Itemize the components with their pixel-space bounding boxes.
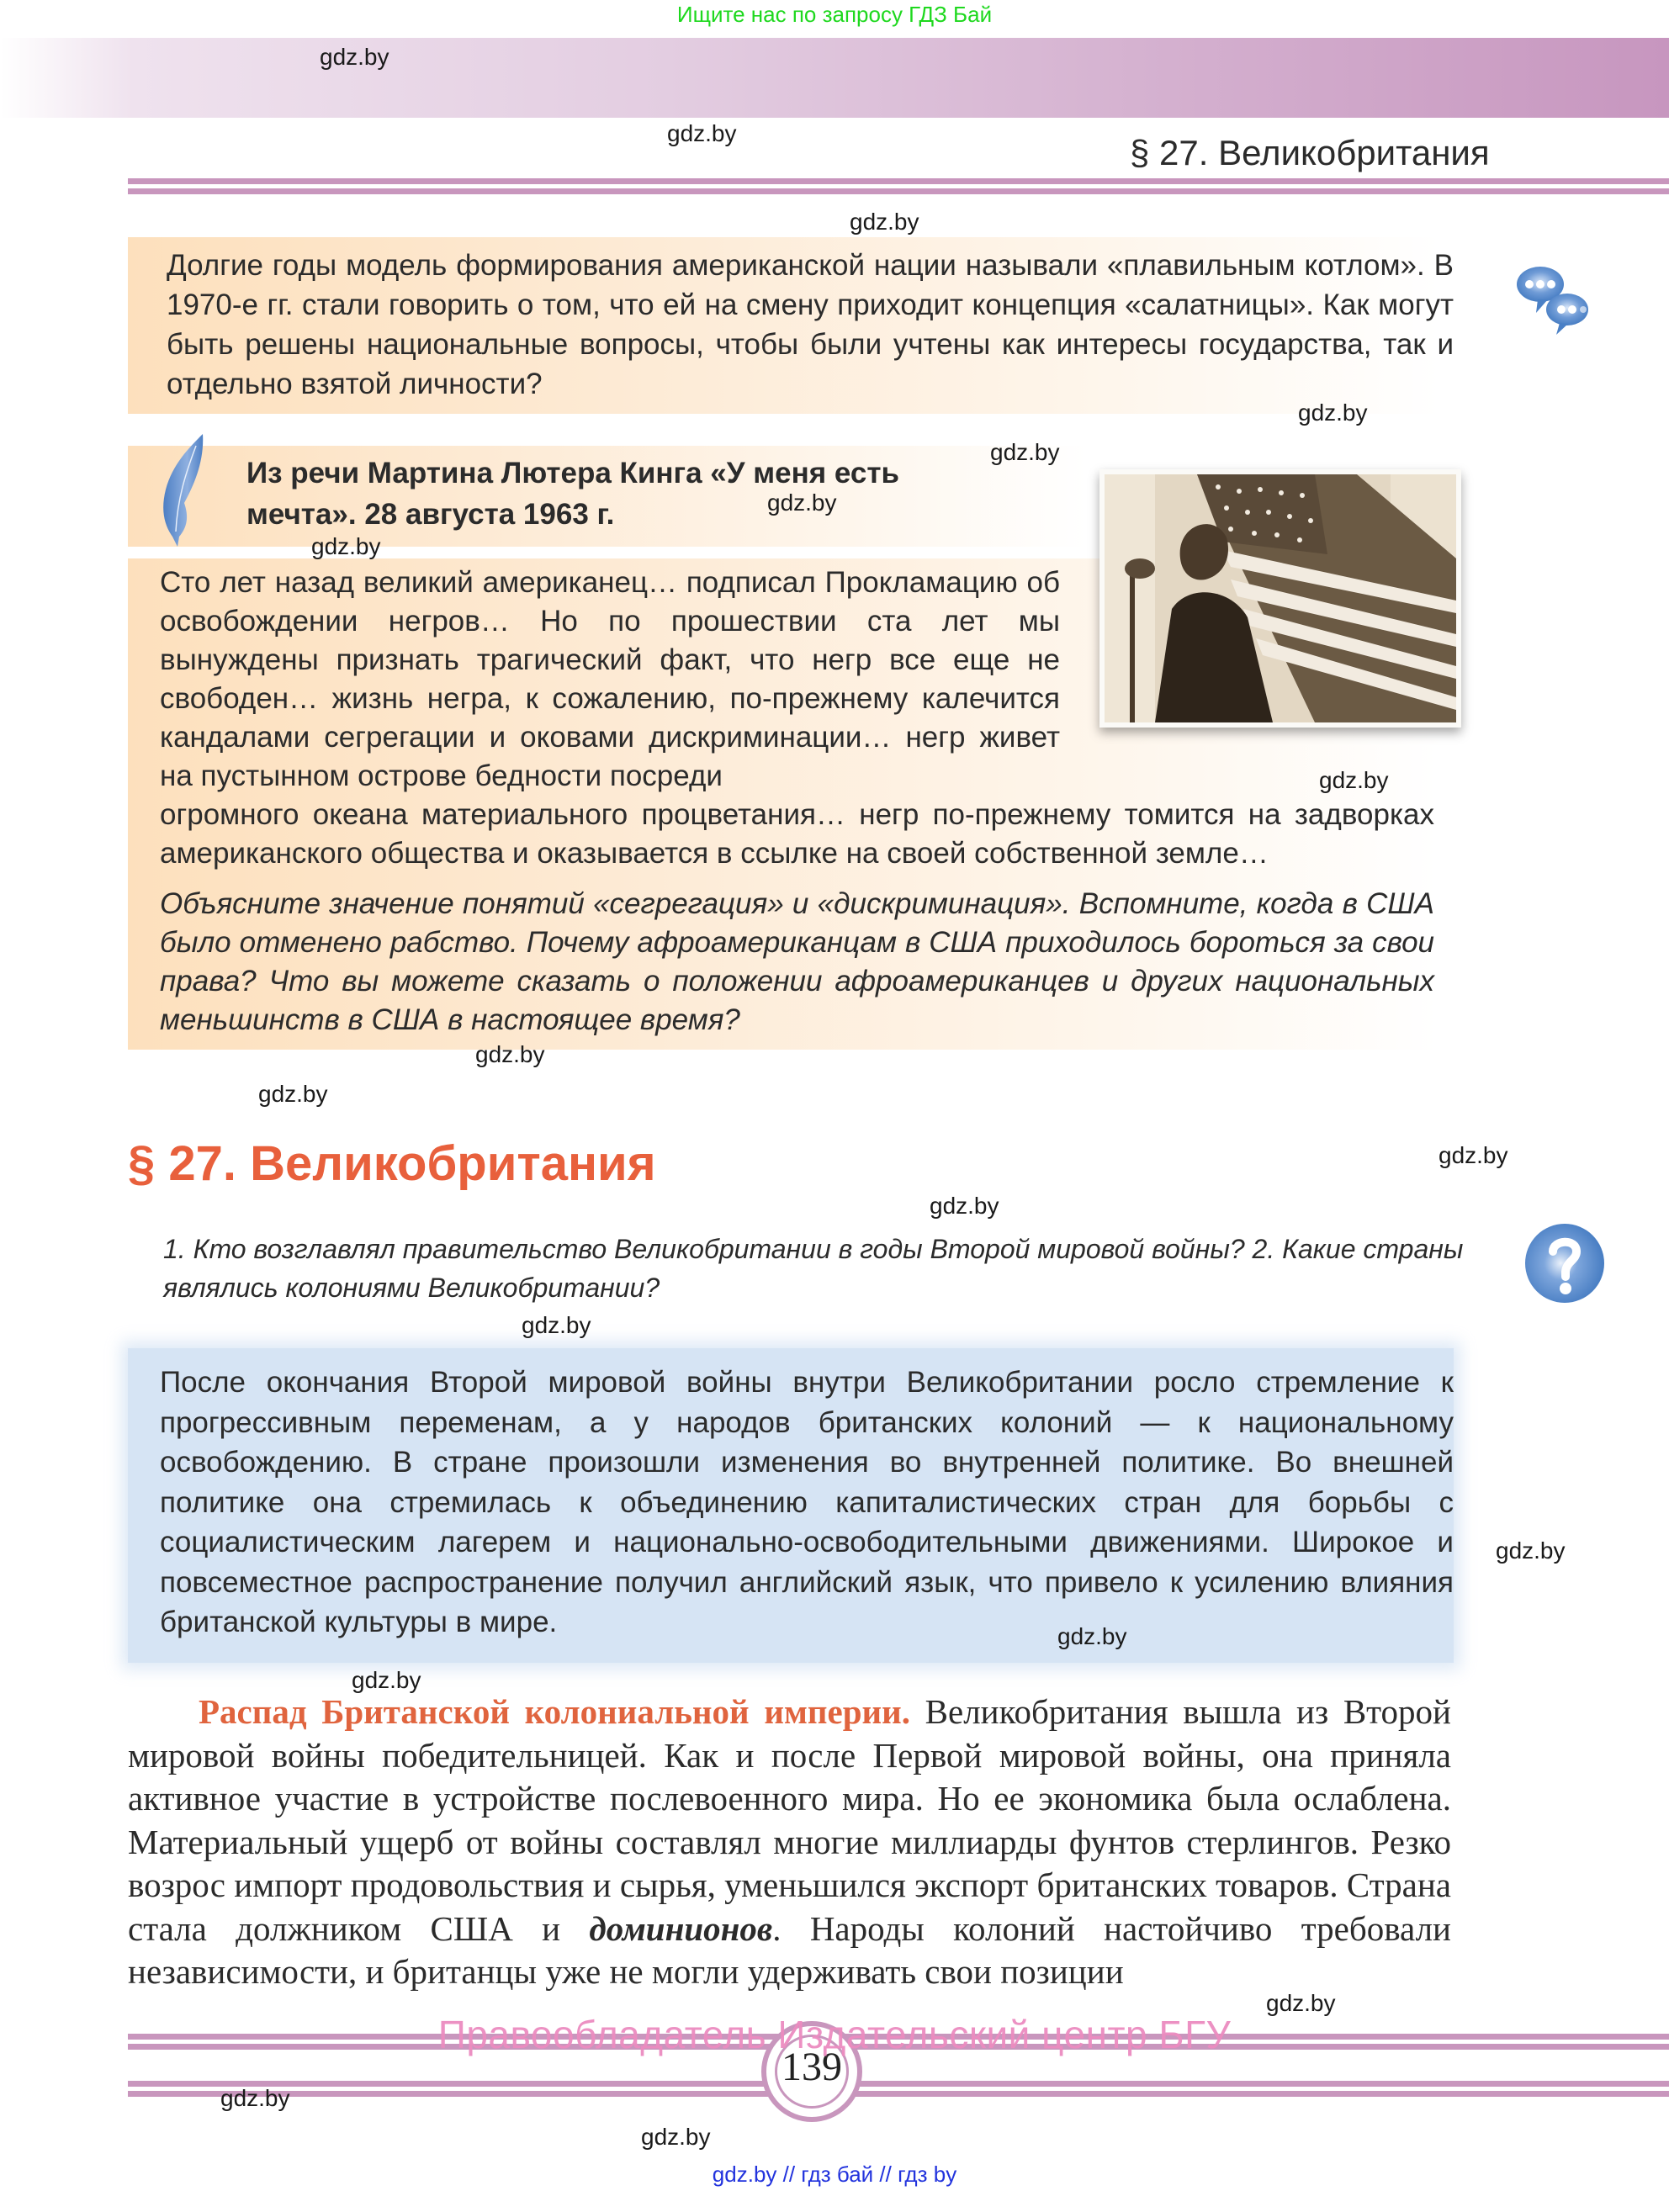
paragraph-lead-heading: Распад Британской колониальной империи.	[199, 1692, 911, 1731]
discussion-bubbles-icon	[1513, 261, 1597, 341]
feather-quill-icon	[156, 431, 208, 548]
section-title: § 27. Великобритания	[128, 1136, 656, 1191]
watermark-text: gdz.by	[641, 2124, 711, 2150]
watermark-text: gdz.by	[767, 489, 837, 516]
watermark-text: gdz.by	[475, 1041, 545, 1067]
watermark-text: gdz.by	[850, 209, 919, 235]
watermark-text: gdz.by	[930, 1193, 999, 1219]
watermark-text: gdz.by	[1298, 400, 1368, 426]
copyright-watermark: Правообладатель Издательский центр БГУ	[437, 2013, 1232, 2056]
watermark-text: gdz.by	[667, 120, 737, 146]
header-divider-stripe	[128, 188, 1669, 194]
watermark-text: gdz.by	[1496, 1537, 1566, 1564]
paragraph-text: Великобритания вышла из Второй мировой войны победительницей. Как и после Первой мировой войны, она приняла активное участие в устройстве послевоенного мира. Но ее экономика была ослаблена. Материальный ущерб от войны составлял многие миллиарды фунтов стерлингов. Резко возрос импорт продовольствия и сырья, уменьшился экспорт британских товаров. Страна стала должником США и	[128, 1692, 1451, 1948]
site-links[interactable]: gdz.by // гдз бай // гдз by	[712, 2162, 957, 2187]
paragraph-text-continued: . Народы колоний настойчиво требовали независимости, и британцы уже не могли удерживать свои позиции	[128, 1908, 1451, 1991]
watermark-text: gdz.by	[990, 439, 1060, 465]
header-divider-stripe	[128, 178, 1669, 184]
document-quote-text-continued: огромного океана материального процветания… негр по-прежнему томится на задворках американского общества и оказывается в ссылке на своей собственной земле…	[160, 798, 1434, 870]
watermark-text: gdz.by	[311, 533, 381, 559]
intro-discussion-text: Долгие годы модель формирования американской нации называли «плавильным котлом». В 1970-е гг. стали говорить о том, что ей на смену приходит концепция «салатницы». Как могут быть решены национальные вопросы, чтобы были учтены как интересы государства, так и отдельно взятой личности?	[167, 249, 1454, 400]
watermark-text: gdz.by	[220, 2085, 290, 2111]
search-ad-banner[interactable]: Ищите нас по запросу ГДЗ Бай	[676, 2, 993, 27]
watermark-text: gdz.by	[258, 1081, 328, 1107]
watermark-text: gdz.by	[352, 1667, 421, 1693]
footer-stripe	[128, 2091, 1669, 2097]
watermark-text: gdz.by	[1439, 1142, 1508, 1168]
warmup-questions: 1. Кто возглавлял правительство Великобритании в годы Второй мировой войны? 2. Какие страны являлись колониями Великобритании?	[163, 1234, 1464, 1303]
document-title: Из речи Мартина Лютера Кинга «У меня есть мечта». 28 августа 1963 г.	[246, 457, 900, 531]
page-number: 139	[782, 2045, 842, 2089]
mlk-speech-photo	[1099, 469, 1461, 728]
watermark-text: gdz.by	[1057, 1623, 1127, 1649]
header-gradient-band	[0, 38, 1669, 118]
term-dominions: доминионов	[589, 1908, 773, 1948]
document-task: Объясните значение понятий «сегрегация» и «дискриминация». Вспомните, когда в США было отменено рабство. Почему афроамериканцам в США приходилось бороться за свои права? Что вы можете сказать о положении афроамериканцев и других национальных меньшинств в США в настоящее время?	[160, 887, 1434, 1036]
watermark-text: gdz.by	[320, 44, 389, 70]
section-summary-text: После окончания Второй мировой войны внутри Великобритании росло стремление к прогрессивным переменам, а у народов британских колоний — к национальному освобождению. В стране произошли изменения во внутренней политике. Во внешней политике она стремилась к объединению капиталистических стран для борьбы с социалистическим лагерем и национально-освободительными движениями. Широкое и повсеместное распространение получил английский язык, что привело к усилению влияния британской культуры в мире.	[160, 1366, 1454, 1638]
body-paragraph	[128, 1691, 1451, 1994]
watermark-text: gdz.by	[1319, 767, 1389, 793]
watermark-text: gdz.by	[1266, 1990, 1336, 2016]
watermark-text: gdz.by	[522, 1312, 591, 1338]
document-quote-text: Сто лет назад великий американец… подписал Прокламацию об освобождении негров… Но по прошествии ста лет мы вынуждены признать трагический факт, что негр все еще не свободен… жизнь негра, к сожалению, по-прежнему калечится кандалами сегрегации и оковами дискриминации… негр живет на пустынном острове бедности посреди	[160, 566, 1060, 792]
footer-stripe	[128, 2081, 1669, 2087]
running-header: § 27. Великобритания	[1130, 133, 1490, 172]
question-mark-icon	[1524, 1223, 1605, 1304]
